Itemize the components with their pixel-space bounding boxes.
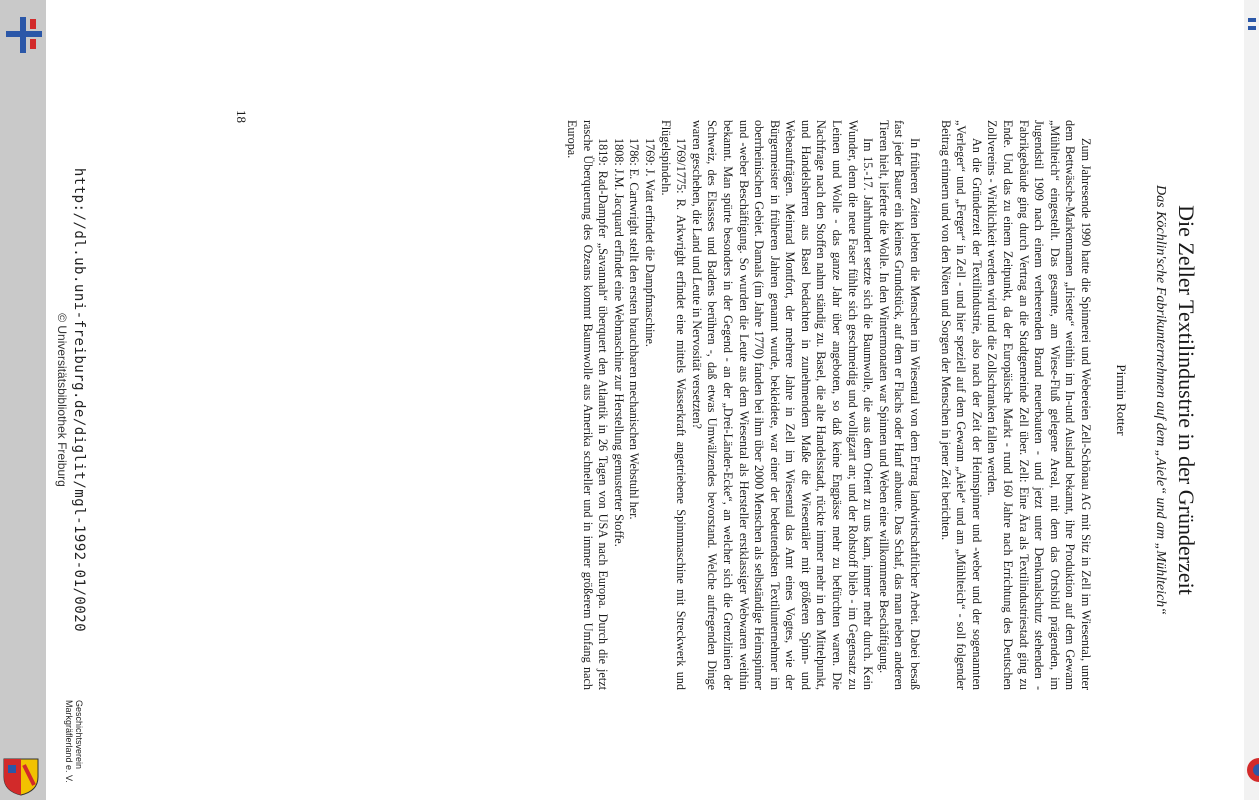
rotated-page-content [46, 0, 1259, 800]
document-subtitle: Das Köchlin'sche Fabrikunternehmen auf dem „Aiele“ und am „Mühlteich“ [1153, 185, 1168, 615]
coat-of-arms-icon [0, 755, 42, 797]
viewer-left-strip [0, 0, 46, 800]
page-number: 18 [234, 110, 249, 123]
timeline-entry: 1819: Rad-Dampfer „Savannah“ überquert den Atlantik in 26 Tagen von USA nach Europa. Durch die jetzt rasche Überquerung des Ozeans kommt Baumwolle aus Amerika schneller und in immer größerem Umfang nach Europa. [565, 120, 611, 690]
paragraph: In früheren Zeiten lebten die Menschen im Wiesental von dem Ertrag landwirtschaftlicher Arbeit. Dabei besaß fast jeder Bauer ein kleines Grundstück, auf dem er Flachs oder Hanf anbaute. Das Schaf, das man neben anderen Tieren hielt, lieferte die Wolle. In den Wintermonaten war Spinnen und Weben eine willkommene Beschäftigung. [876, 120, 923, 690]
paragraph: An die Gründerzeit der Textilindustrie, also nach der Zeit der Heimspinner und -weber und der sogenannten „Verleger“ und „Ferger“ in Zell - und hier speziell auf dem Gewann „Aiele“ und am „Mühlteich“ - soll folgender Beitrag erinnern und von den Nöten und Sorgen der Menschen in jener Zeit berichten. [938, 120, 984, 690]
timeline-entry: 1808: J.M. Jacquard erfindet eine Webmaschine zur Herstellung gemusterter Stoffe. [611, 138, 626, 547]
document-author: Pirmin Rotter [1114, 364, 1129, 436]
timeline-entry: 1769: J. Watt erfindet die Dampfmaschine. [642, 138, 657, 347]
university-library-logo-icon [6, 15, 42, 55]
copyright-notice: © Universitätsbibliothek Freiburg [55, 313, 69, 487]
timeline-entry: 1786: E. Cartwright stellt den ersten brauchbaren mechanischen Webstuhl her. [627, 138, 642, 520]
paragraph: Zum Jahresende 1990 hatte die Spinnerei und Webereien Zell-Schönau AG mit Sitz in Zell im Wiesental, unter dem Bettwäsche-Markennamen „Irisette“ weithin im In-und Ausland bekannt, ihre Produktion auf dem Gewann „Mühlteich“ eingestellt. Das gesamte, am Wiese-Fluß gelegene Areal, mit dem das Ortsbild prägenden, im Jugendstil 1909 nach einem verheerenden Brand neuerbauten - und jetzt unter Denkmalschutz stehenden - Fabrikgebäude ging durch Vertrag an die Stadtgemeinde Zell über. Zell: Eine Ära als Textilindustriestadt ging zu Ende. Und das zu einem Zeitpunkt, da der Europäische Markt - rund 160 Jahre nach Errichtung des Deutschen Zollvereins - Wirklichkeit werden wird und die Zollschranken fallen werden. [985, 120, 1093, 690]
publisher-line: Markgräflerland e. V. [64, 700, 74, 783]
publisher-label [64, 700, 84, 800]
publisher-line: Geschichtsverein [74, 700, 84, 770]
document-body [563, 120, 1093, 690]
timeline-entry: 1769/1775: R. Arkwright erfindet eine mittels Wasserkraft angetriebene Spinnmaschine mit Streckwerk und Flügelspindeln. [658, 120, 689, 690]
document-title: Die Zeller Textilindustrie in der Gründerzeit [1174, 205, 1199, 595]
permalink-url[interactable]: http://dl.ub.uni-freiburg.de/diglit/mgl-1992-01/0020 [71, 167, 87, 633]
paragraph: Im 15.-17. Jahrhundert setzte sich die Baumwolle, die aus dem Orient zu uns kam, immer mehr durch. Kein Wunder, denn die neue Faser fühlte sich geschmeidig und wolligzart an; und der Rohstoff blieb - im Gegensatz zu Leinen und Wolle - das ganze Jahr über angeboten, so daß keine Engpässe mehr zu befürchten waren. Die Nachfrage nach den Stoffen nahm ständig zu. Basel, die alte Handelsstadt, rückte immer mehr in den Mittelpunkt, und Handelsherren aus Basel bedachten in zunehmendem Maße die Wiesentäler mit größeren Spinn- und Webeaufträgen. Meinrad Montfort, der mehrere Jahre in Zell im Wiesental das Amt eines Vogtes, wie der Bürgermeister in früheren Jahren genannt wurde, bekleidete, war einer der bedeutendsten Textilunternehmer im oberrheinischen Gebiet. Damals (im Jahre 1770) fanden bei ihm über 2000 Menschen als selbständige Heimspinner und -weber Beschäftigung. So wurden die Leute aus dem Wiesental als Hersteller erstklassiger Webwaren weithin bekannt. Man spürte besonders in der Gegend - an der „Drei-Länder-Ecke“, an welcher sich die Grenzlinien der Schweiz, des Elsasses und Badens berühren -, daß etwas Umwälzendes bevorstand. Welche aufregenden Dinge waren geschehen, die Land und Leute in Nervosität versetzten? [689, 120, 876, 690]
